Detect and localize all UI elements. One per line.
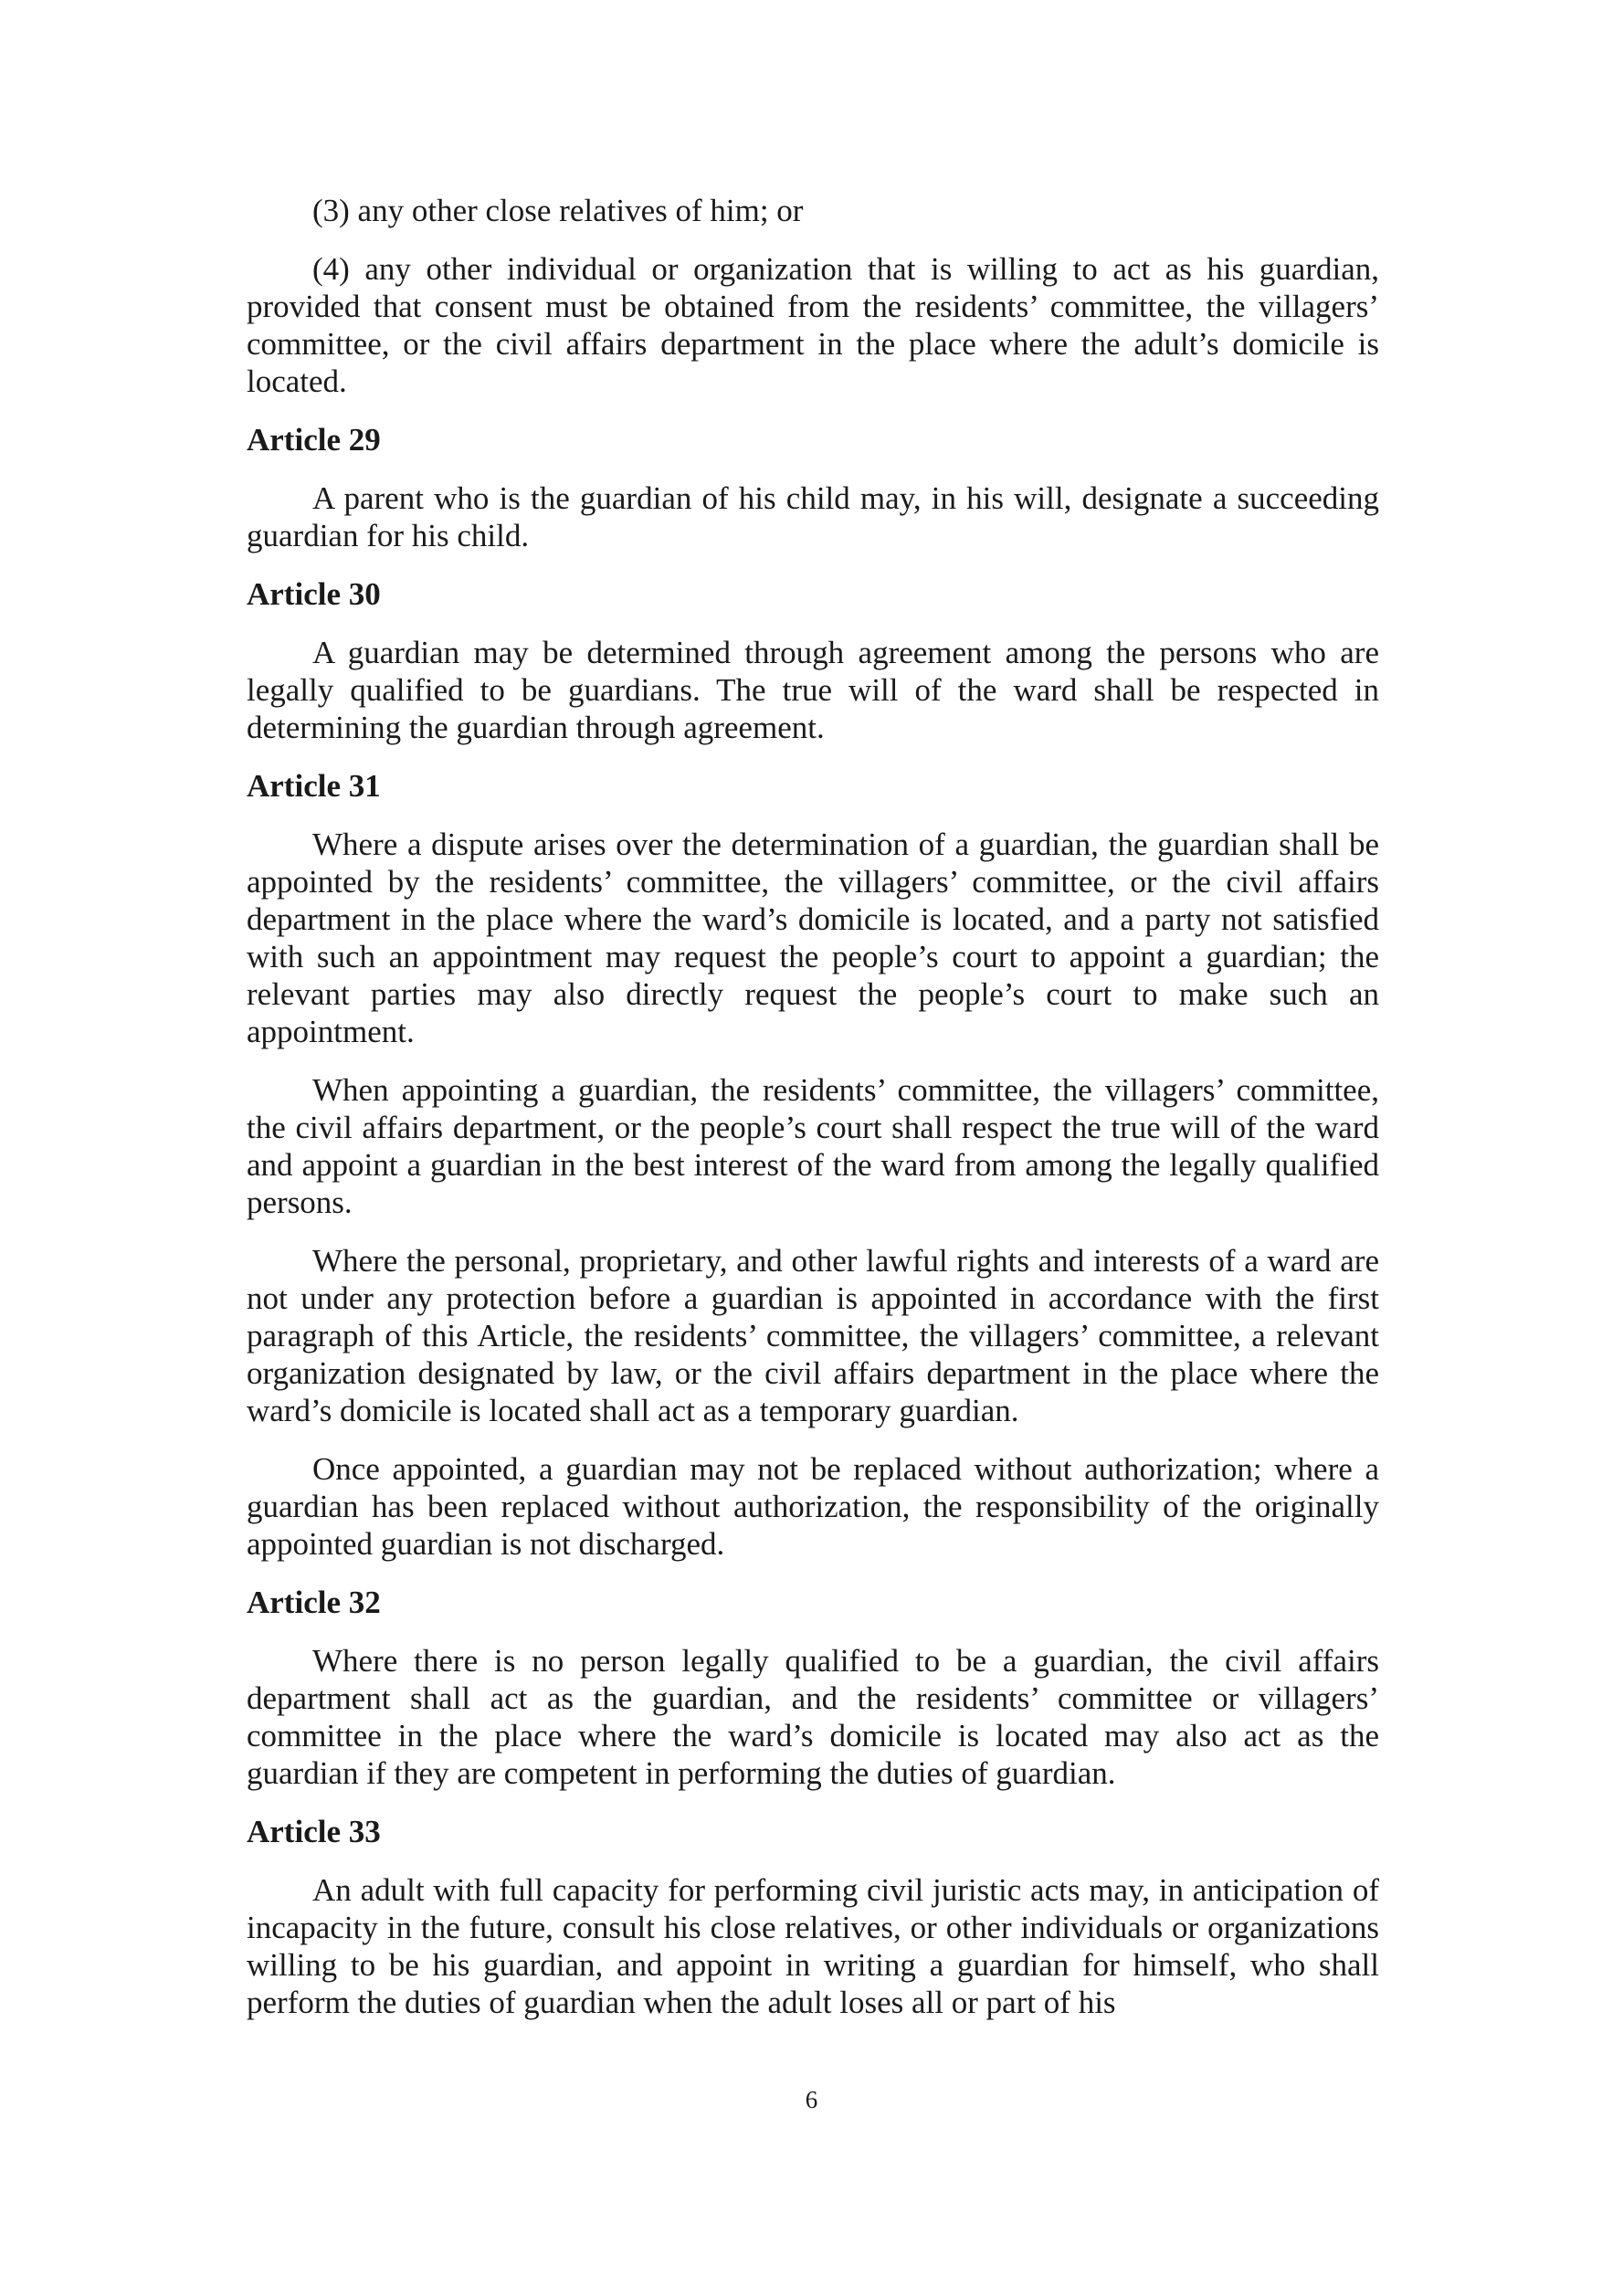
article-heading: Article 29 [247, 422, 381, 458]
article-heading: Article 32 [247, 1585, 381, 1620]
article-heading: Article 31 [247, 768, 381, 804]
paragraph: (3) any other close relatives of him; or [312, 193, 804, 228]
paragraph: Where there is no person legally qualified to be a guardian, the civil affairs department shall act as the guardian, and the residents’ committee or villagers’ committee in the place where the ward’s domicile is located may also act as the guardian if they are competent in performing the duties of guardian. [247, 1643, 1379, 1791]
article-heading: Article 33 [247, 1814, 381, 1849]
article-heading: Article 30 [247, 576, 381, 612]
paragraph: When appointing a guardian, the residents’ committee, the villagers’ committee, the civil affairs department, or the people’s court shall respect the true will of the ward and appoint a guardian in the best interest of the ward from among the legally qualified persons. [247, 1072, 1379, 1220]
paragraph: A guardian may be determined through agreement among the persons who are legally qualified to be guardians. The true will of the ward shall be respected in determining the guardian through agreement. [247, 635, 1379, 745]
page-number: 6 [805, 2086, 818, 2113]
paragraph: An adult with full capacity for performing civil juristic acts may, in anticipation of incapacity in the future, consult his close relatives, or other individuals or organizations willing to be his guardian, and appoint in writing a guardian for himself, who shall perform the duties of guardian when the adult loses all or part of his [247, 1872, 1379, 2020]
paragraph: A parent who is the guardian of his child may, in his will, designate a succeeding guardian for his child. [247, 480, 1379, 553]
paragraph: Once appointed, a guardian may not be replaced without authorization; where a guardian has been replaced without authorization, the responsibility of the originally appointed guardian is not discharged. [247, 1451, 1379, 1562]
paragraph: (4) any other individual or organization that is willing to act as his guardian, provided that consent must be obtained from the residents’ committee, the villagers’ committee, or the civil affairs department in the place where the adult’s domicile is located. [247, 251, 1379, 399]
paragraph: Where the personal, proprietary, and other lawful rights and interests of a ward are not under any protection before a guardian is appointed in accordance with the first paragraph of this Article, the residents’ committee, the villagers’ committee, a relevant organization designated by law, or the civil affairs department in the place where the ward’s domicile is located shall act as a temporary guardian. [247, 1243, 1379, 1428]
document-body [247, 192, 1379, 2042]
paragraph: Where a dispute arises over the determination of a guardian, the guardian shall be appointed by the residents’ committee, the villagers’ committee, or the civil affairs department in the place where the ward’s domicile is located, and a party not satisfied with such an appointment may request the people’s court to appoint a guardian; the relevant parties may also directly request the people’s court to make such an appointment. [247, 827, 1379, 1049]
